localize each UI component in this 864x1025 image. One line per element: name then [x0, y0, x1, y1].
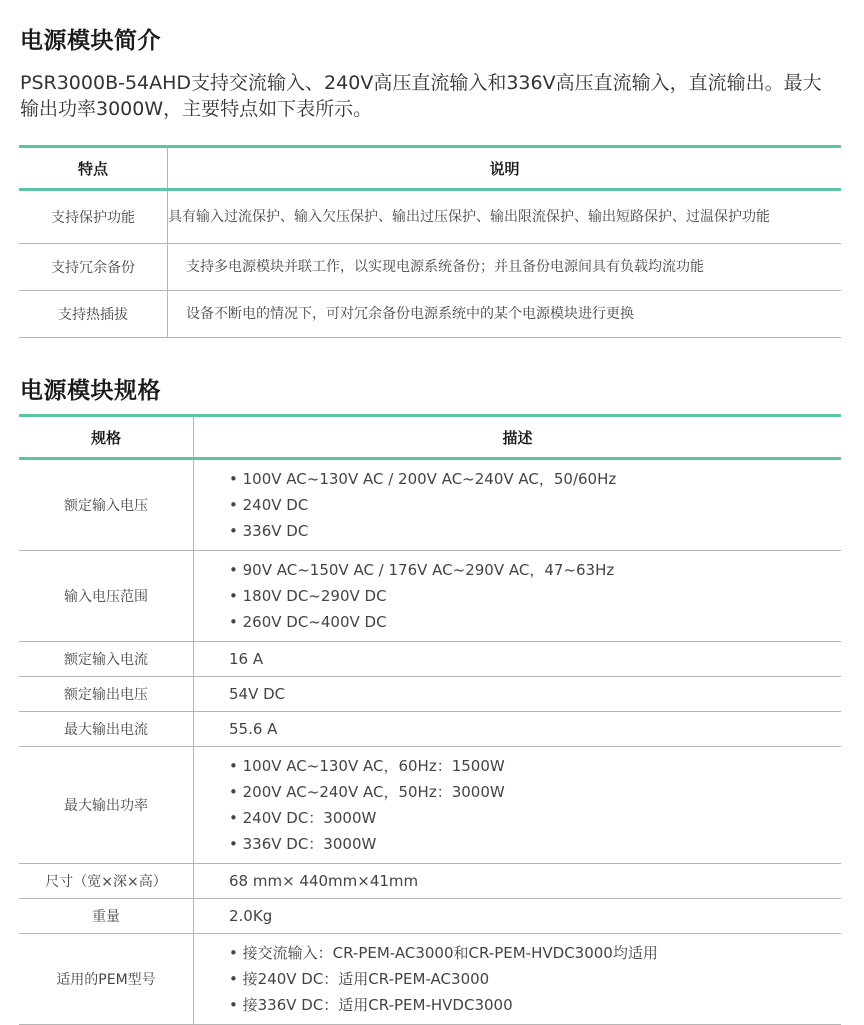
spec-cell: 输入电压范围 [19, 551, 194, 642]
spec-cell: 额定输入电压 [19, 459, 194, 551]
feature-cell: 支持冗余备份 [19, 244, 168, 291]
bullet-item: • 接240V DC：适用CR-PEM-AC3000 [229, 966, 827, 992]
bullet-item: • 接336V DC：适用CR-PEM-HVDC3000 [229, 992, 827, 1018]
table-row [19, 747, 841, 864]
value-cell: 54V DC [194, 677, 842, 712]
spec-cell: 适用的PEM型号 [19, 934, 194, 1025]
table-row [19, 551, 841, 642]
header-description: 说明 [168, 147, 842, 190]
bullet-item: • 336V DC：3000W [229, 831, 827, 857]
table-row [19, 934, 841, 1025]
table-row [19, 291, 841, 338]
table-row [19, 642, 841, 677]
bullet-item: • 100V AC~130V AC / 200V AC~240V AC，50/60Hz [229, 466, 827, 492]
bullet-item: • 336V DC [229, 518, 827, 544]
value-cell: 2.0Kg [194, 899, 842, 934]
spec-title: 电源模块规格 [20, 378, 161, 404]
spec-header-row [19, 416, 841, 459]
spec-cell: 最大输出功率 [19, 747, 194, 864]
bullet-item: • 接交流输入：CR-PEM-AC3000和CR-PEM-HVDC3000均适用 [229, 940, 827, 966]
description-cell: 设备不断电的情况下，可对冗余备份电源系统中的某个电源模块进行更换 [168, 291, 842, 338]
table-row [19, 712, 841, 747]
table-row [19, 899, 841, 934]
header-desc: 描述 [194, 416, 842, 459]
header-spec: 规格 [19, 416, 194, 459]
feature-cell: 支持热插拔 [19, 291, 168, 338]
bullet-item: • 180V DC~290V DC [229, 583, 827, 609]
table-row [19, 244, 841, 291]
spec-cell: 额定输出电压 [19, 677, 194, 712]
description-cell: 支持多电源模块并联工作，以实现电源系统备份；并且备份电源间具有负载均流功能 [168, 244, 842, 291]
value-cell [194, 934, 842, 1025]
spec-cell: 尺寸（宽×深×高） [19, 864, 194, 899]
intro-title: 电源模块简介 [20, 28, 161, 54]
features-table [19, 145, 841, 338]
feature-cell: 支持保护功能 [19, 190, 168, 244]
bullet-item: • 240V DC [229, 492, 827, 518]
spec-table [19, 414, 841, 1025]
bullet-item: • 90V AC~150V AC / 176V AC~290V AC，47~63Hz [229, 557, 827, 583]
spec-cell: 额定输入电流 [19, 642, 194, 677]
spec-cell: 重量 [19, 899, 194, 934]
spec-cell: 最大输出电流 [19, 712, 194, 747]
intro-paragraph: PSR3000B-54AHD支持交流输入、240V高压直流输入和336V高压直流输入，直流输出。最大输出功率3000W，主要特点如下表所示。 [20, 72, 822, 120]
table-row [19, 864, 841, 899]
features-header-row [19, 147, 841, 190]
bullet-item: • 260V DC~400V DC [229, 609, 827, 635]
bullet-item: • 200V AC~240V AC，50Hz：3000W [229, 779, 827, 805]
value-cell [194, 747, 842, 864]
value-cell [194, 459, 842, 551]
value-cell: 16 A [194, 642, 842, 677]
table-row [19, 190, 841, 244]
description-cell: 具有输入过流保护、输入欠压保护、输出过压保护、输出限流保护、输出短路保护、过温保护功能 [168, 190, 842, 244]
table-row [19, 459, 841, 551]
bullet-item: • 100V AC~130V AC，60Hz：1500W [229, 753, 827, 779]
bullet-item: • 240V DC：3000W [229, 805, 827, 831]
value-cell [194, 551, 842, 642]
table-row [19, 677, 841, 712]
value-cell: 55.6 A [194, 712, 842, 747]
value-cell: 68 mm× 440mm×41mm [194, 864, 842, 899]
header-feature: 特点 [19, 147, 168, 190]
